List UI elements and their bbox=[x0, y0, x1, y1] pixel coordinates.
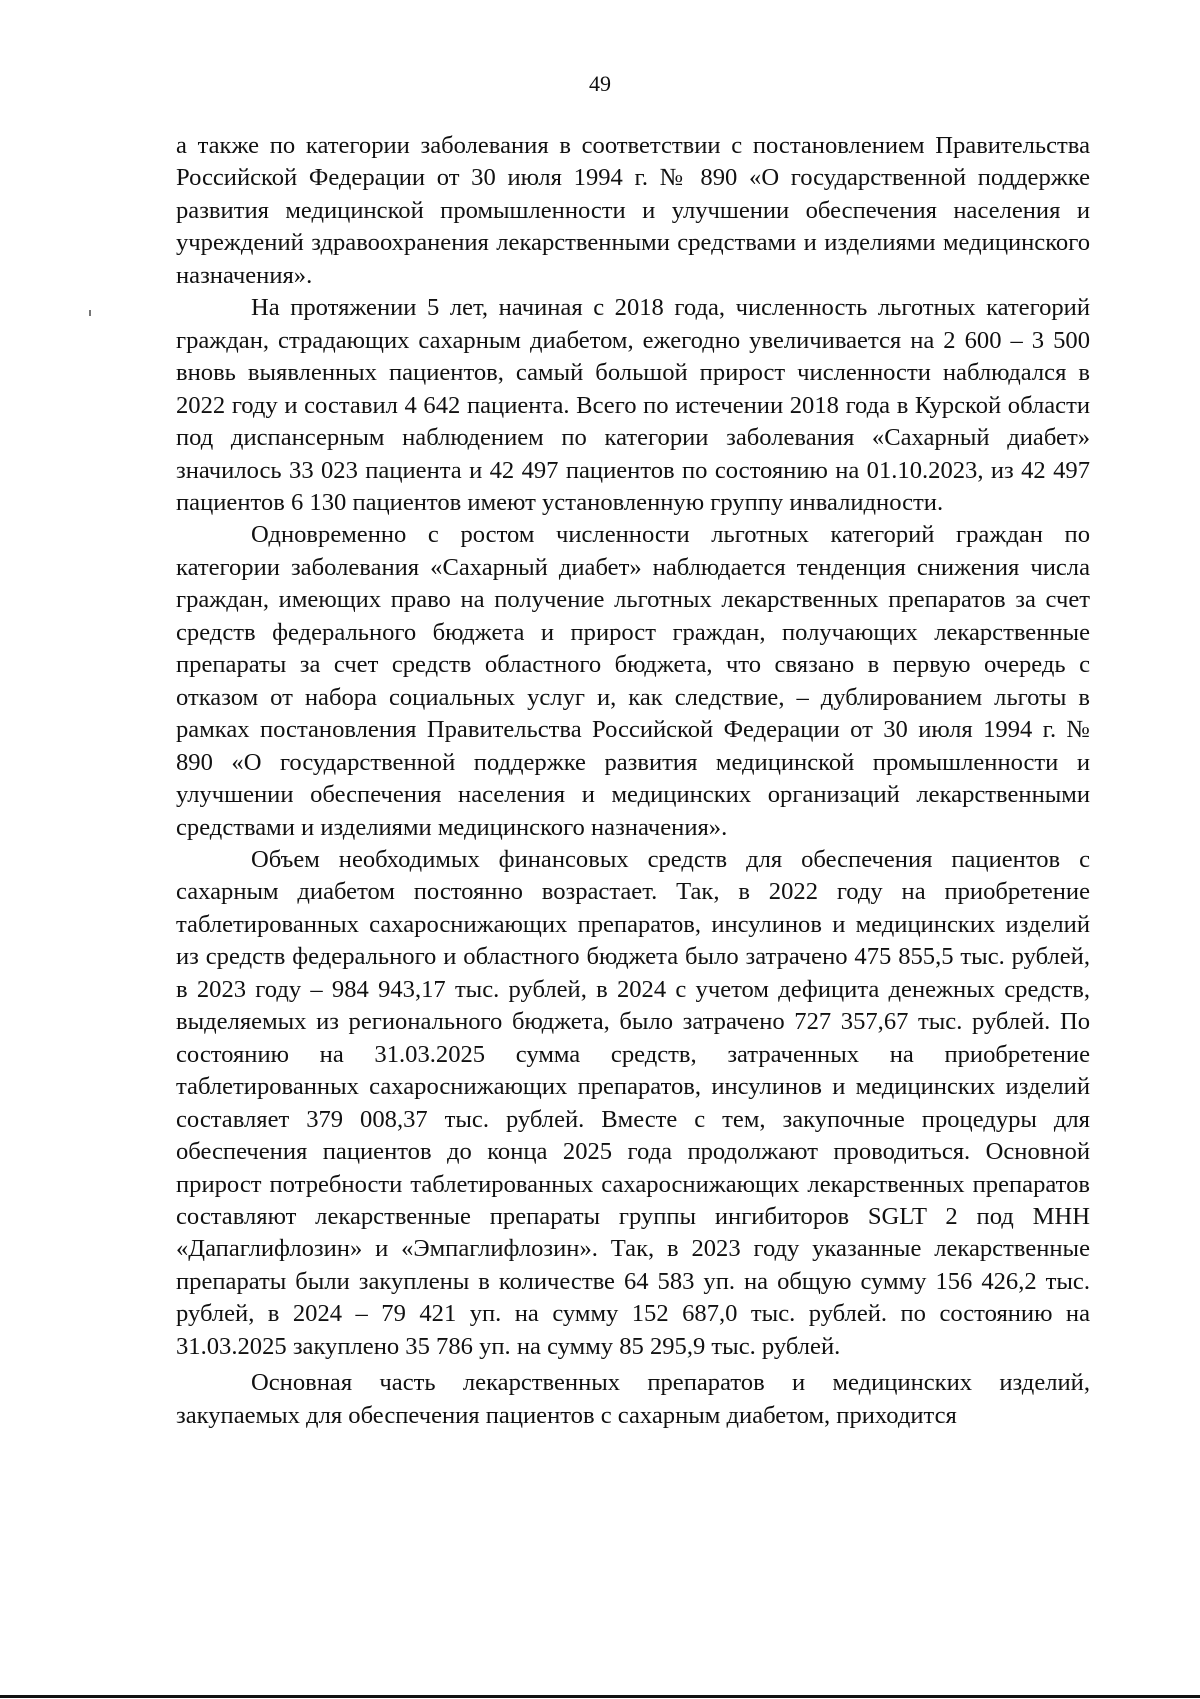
paragraph-2: На протяжении 5 лет, начиная с 2018 года, численность льготных категорий граждан, страдающих сахарным диабетом, ежегодно увеличивается на 2 600 – 3 500 вновь выявленных пациентов, самый большой прирост численности наблюдался в 2022 году и составил 4 642 пациента. Всего по истечении 2018 года в Курской области под диспансерным наблюдением по категории заболевания «Сахарный диабет» значилось 33 023 пациента и 42 497 пациентов по состоянию на 01.10.2023, из 42 497 пациентов 6 130 пациентов имеют установленную группу инвалидности. bbox=[176, 294, 1090, 516]
page-number: 49 bbox=[589, 71, 611, 96]
scan-mark bbox=[89, 310, 91, 316]
document-body bbox=[176, 130, 1090, 1432]
paragraph-3: Одновременно с ростом численности льготных категорий граждан по категории заболевания «Сахарный диабет» наблюдается тенденция снижения числа граждан, имеющих право на получение льготных лекарственных препаратов за счет средств федерального бюджета и прирост граждан, получающих лекарственные препараты за счет средств областного бюджета, что связано в первую очередь с отказом от набора социальных услуг и, как следствие, – дублированием льготы в рамках постановления Правительства Российской Федерации от 30 июля 1994 г. № 890 «О государственной поддержке развития медицинской промышленности и улучшении обеспечения населения и медицинских организаций лекарственными средствами и изделиями медицинского назначения». bbox=[176, 521, 1090, 841]
paragraph-1: а также по категории заболевания в соответствии с постановлением Правительства Российской Федерации от 30 июля 1994 г. № 890 «О государственной поддержке развития медицинской промышленности и улучшении обеспечения населения и учреждений здравоохранения лекарственными средствами и изделиями медицинского назначения». bbox=[176, 132, 1090, 289]
scan-edge-bottom bbox=[0, 1695, 1200, 1698]
paragraph-5: Основная часть лекарственных препаратов и медицинских изделий, закупаемых для обеспечения пациентов с сахарным диабетом, приходится bbox=[176, 1369, 1090, 1429]
paragraph-4: Объем необходимых финансовых средств для обеспечения пациентов с сахарным диабетом постоянно возрастает. Так, в 2022 году на приобретение таблетированных сахароснижающих препаратов, инсулинов и медицинских изделий из средств федерального и областного бюджета было затрачено 475 855,5 тыс. рублей, в 2023 году – 984 943,17 тыс. рублей, в 2024 с учетом дефицита денежных средств, выделяемых из регионального бюджета, было затрачено 727 357,67 тыс. рублей. По состоянию на 31.03.2025 сумма средств, затраченных на приобретение таблетированных сахароснижающих препаратов, инсулинов и медицинских изделий составляет 379 008,37 тыс. рублей. Вместе с тем, закупочные процедуры для обеспечения пациентов до конца 2025 года продолжают проводиться. Основной прирост потребности таблетированных сахароснижающих лекарственных препаратов составляют лекарственные препараты группы ингибиторов SGLT 2 под МНН «Дапаглифлозин» и «Эмпаглифлозин». Так, в 2023 году указанные лекарственные препараты были закуплены в количестве 64 583 уп. на общую сумму 156 426,2 тыс. рублей, в 2024 – 79 421 уп. на сумму 152 687,0 тыс. рублей. по состоянию на 31.03.2025 закуплено 35 786 уп. на сумму 85 295,9 тыс. рублей. bbox=[176, 845, 1090, 1360]
